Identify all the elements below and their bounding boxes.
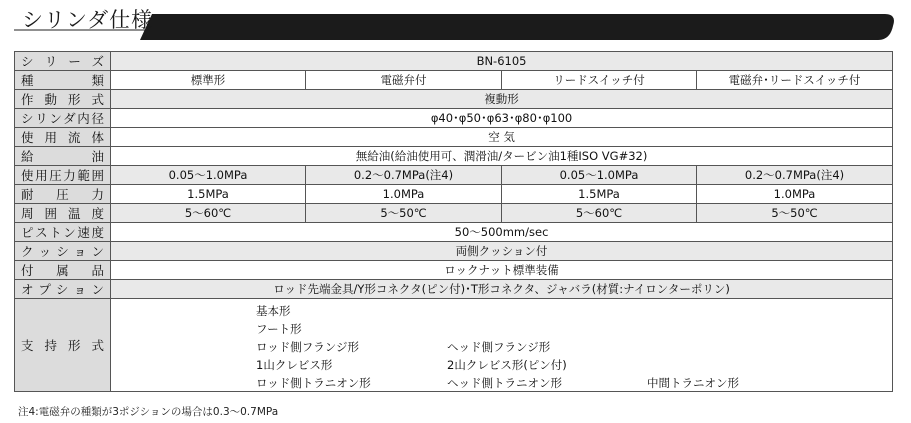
row-label: シリンダ内径 [15, 109, 111, 128]
table-cell: 1.0MPa [697, 185, 893, 204]
table-cell: ロッド先端金具/Y形コネクタ(ピン付)･T形コネクタ、ジャバラ(材質:ナイロンターポリン) [111, 280, 893, 299]
table-cell: 1.0MPa [306, 185, 502, 204]
table-row [15, 109, 893, 128]
table-row-support [15, 299, 893, 392]
support-form-item: 1山クレビス形 [256, 358, 333, 372]
table-cell: 標準形 [111, 71, 306, 90]
support-form-item: ロッド側トラニオン形 [256, 376, 371, 390]
table-row [15, 242, 893, 261]
table-cell: BN-6105 [111, 52, 893, 71]
row-label: 使用流体 [15, 128, 111, 147]
title-banner [0, 0, 911, 44]
support-form-item: フート形 [256, 322, 302, 336]
table-cell: 電磁弁･リードスイッチ付 [697, 71, 893, 90]
table-row [15, 147, 893, 166]
row-label: クッション [15, 242, 111, 261]
table-cell: 空 気 [111, 128, 893, 147]
row-label: 給油 [15, 147, 111, 166]
table-cell: 5～50℃ [306, 204, 502, 223]
table-cell: ロックナット標準装備 [111, 261, 893, 280]
footnote: 注4:電磁弁の種類が3ポジションの場合は0.3～0.7MPa [18, 406, 279, 418]
table-row [15, 185, 893, 204]
table-cell: 50～500mm/sec [111, 223, 893, 242]
spec-table [14, 51, 893, 392]
table-row [15, 128, 893, 147]
table-row [15, 71, 893, 90]
row-label: 支持形式 [15, 299, 111, 392]
support-forms-cell [111, 299, 893, 392]
table-row [15, 280, 893, 299]
table-cell: 5～50℃ [697, 204, 893, 223]
support-form-item: 基本形 [256, 304, 291, 318]
row-label: 周囲温度 [15, 204, 111, 223]
table-cell: 0.05～1.0MPa [502, 166, 697, 185]
table-cell: 0.2～0.7MPa(注4) [697, 166, 893, 185]
row-label: 耐圧力 [15, 185, 111, 204]
table-row [15, 223, 893, 242]
table-cell: 両側クッション付 [111, 242, 893, 261]
support-form-item: 2山クレビス形(ピン付) [447, 358, 567, 372]
table-cell: 無給油(給油使用可、潤滑油/タービン油1種ISO VG#32) [111, 147, 893, 166]
row-label: 種類 [15, 71, 111, 90]
row-label: 使用圧力範囲 [15, 166, 111, 185]
support-form-item: ロッド側フランジ形 [256, 340, 359, 354]
row-label: ピストン速度 [15, 223, 111, 242]
table-cell: 0.05～1.0MPa [111, 166, 306, 185]
table-cell: 1.5MPa [111, 185, 306, 204]
page-title: シリンダ仕様 [22, 8, 154, 32]
table-cell: 1.5MPa [502, 185, 697, 204]
table-row [15, 90, 893, 109]
table-cell: 電磁弁付 [306, 71, 502, 90]
table-row [15, 166, 893, 185]
table-row [15, 52, 893, 71]
table-cell: リードスイッチ付 [502, 71, 697, 90]
table-cell: 5～60℃ [502, 204, 697, 223]
table-cell: 5～60℃ [111, 204, 306, 223]
support-form-item: ヘッド側フランジ形 [447, 340, 551, 354]
table-cell: 0.2～0.7MPa(注4) [306, 166, 502, 185]
table-cell: φ40･φ50･φ63･φ80･φ100 [111, 109, 893, 128]
table-cell: 複動形 [111, 90, 893, 109]
table-row [15, 261, 893, 280]
table-row [15, 204, 893, 223]
support-form-item: ヘッド側トラニオン形 [447, 376, 562, 390]
row-label: 付属品 [15, 261, 111, 280]
row-label: オプション [15, 280, 111, 299]
support-form-item: 中間トラニオン形 [647, 376, 739, 390]
row-label: シリーズ [15, 52, 111, 71]
row-label: 作動形式 [15, 90, 111, 109]
